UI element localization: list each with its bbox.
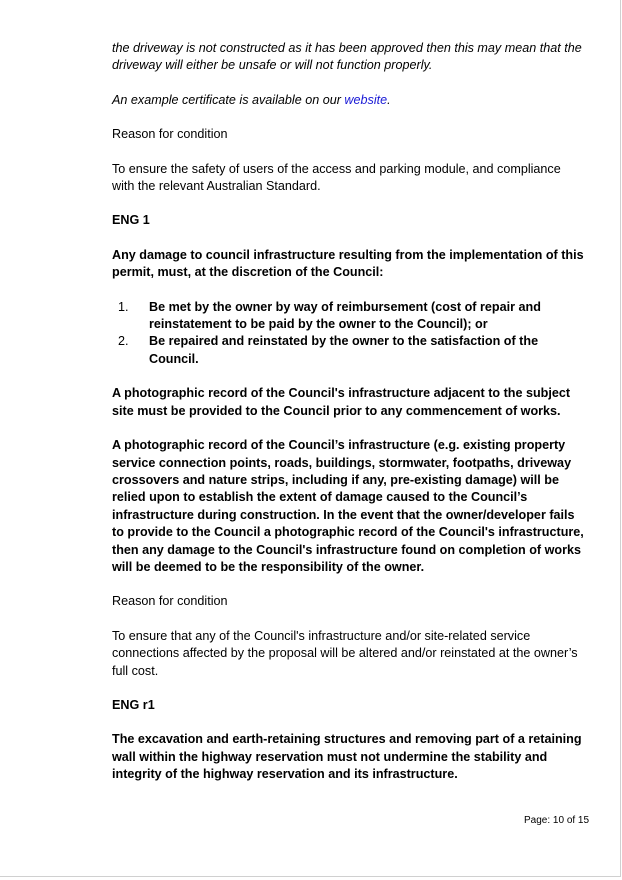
engr1-text: The excavation and earth-retaining structures and removing part of a retaining wall within the highway reservation must not undermine the stability and integrity of the highway reservation and its infrastructure. bbox=[112, 732, 582, 782]
certificate-suffix: . bbox=[387, 92, 391, 107]
condition-heading-engr1: ENG r1 bbox=[112, 697, 155, 712]
driveway-warning-text: the driveway is not constructed as it has been approved then this may mean that the driveway will either be unsafe or will not function properly. bbox=[112, 41, 582, 73]
list-item-number: 1. bbox=[118, 299, 129, 314]
list-item-text: Be met by the owner by way of reimbursement (cost of repair and reinstatement to be paid by the owner to the Council); or bbox=[149, 299, 541, 332]
document-body bbox=[112, 40, 584, 801]
list-item-number: 2. bbox=[118, 334, 129, 349]
eng1-photo-record-details: A photographic record of the Council’s infrastructure (e.g. existing property service connection points, roads, buildings, stormwater, footpaths, driveway crossovers and nature strips, including if any, pre-existing damage) will be relied upon to establish the extent of damage caused to the Council’s infrastructure during construction. In the event that the owner/developer fails to provide to the Council a photographic record of the Council's infrastructure, then any damage to the Council's infrastructure found on completion of works will be deemed to be the responsibility of the owner. bbox=[112, 438, 584, 574]
certificate-text: An example certificate is available on our bbox=[112, 92, 345, 107]
reason-heading: Reason for condition bbox=[112, 594, 228, 609]
reason-heading: Reason for condition bbox=[112, 127, 228, 142]
list-item bbox=[112, 299, 584, 334]
list-item-text: Be repaired and reinstated by the owner to the satisfaction of the Council. bbox=[149, 334, 539, 366]
website-link[interactable]: website bbox=[344, 92, 388, 107]
reason-text: To ensure that any of the Council's infrastructure and/or site-related service connections affected by the proposal will be altered and/or reinstated at the owner’s full cost. bbox=[112, 628, 578, 678]
eng1-photo-record-requirement: A photographic record of the Council's infrastructure adjacent to the subject site must be provided to the Council prior to any commencement of works. bbox=[112, 386, 571, 418]
list-item bbox=[112, 333, 584, 368]
condition-heading-eng1: ENG 1 bbox=[112, 213, 150, 228]
certificate-line bbox=[112, 92, 584, 109]
eng1-options-list bbox=[112, 299, 584, 369]
reason-text: To ensure the safety of users of the access and parking module, and compliance with the relevant Australian Standard. bbox=[112, 161, 561, 194]
eng1-intro: Any damage to council infrastructure resulting from the implementation of this permit, must, at the discretion of the Council: bbox=[112, 247, 584, 280]
page-number: Page: 10 of 15 bbox=[524, 815, 590, 826]
